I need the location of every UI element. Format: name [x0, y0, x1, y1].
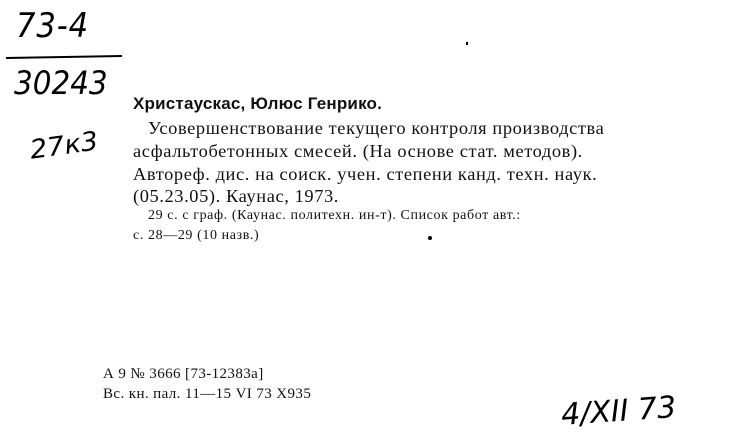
notes-line-2: с. 28—29 (10 назв.) — [133, 228, 260, 243]
notes-line-1: 29 с. с граф. (Каунас. политехн. ин-т). Список работ авт.: — [148, 208, 521, 223]
footer-line-2: Вс. кн. пал. 11—15 VI 73 Х935 — [103, 386, 312, 402]
handwritten-underline — [6, 55, 122, 59]
title-line-4: (05.23.05). Каунас, 1973. — [133, 186, 339, 206]
author-heading: Христаускас, Юлюс Генрико. — [133, 94, 383, 113]
handwritten-number: 30243 — [14, 64, 108, 102]
title-line-1: Усовершенствование текущего контроля производства — [148, 118, 605, 138]
handwritten-date: 4/XII 73 — [560, 389, 678, 433]
ink-dot — [428, 236, 432, 240]
title-line-3: Автореф. дис. на соиск. учен. степени канд. техн. наук. — [133, 164, 598, 184]
title-line-2: асфальтобетонных смесей. (На основе стат. методов). — [133, 141, 583, 161]
ink-speck — [466, 42, 468, 45]
handwritten-catalog-code: 73-4 — [16, 6, 90, 46]
handwritten-mark: 27к3 — [28, 126, 101, 166]
footer-line-1: А 9 № 3666 [73-12383а] — [103, 366, 264, 382]
